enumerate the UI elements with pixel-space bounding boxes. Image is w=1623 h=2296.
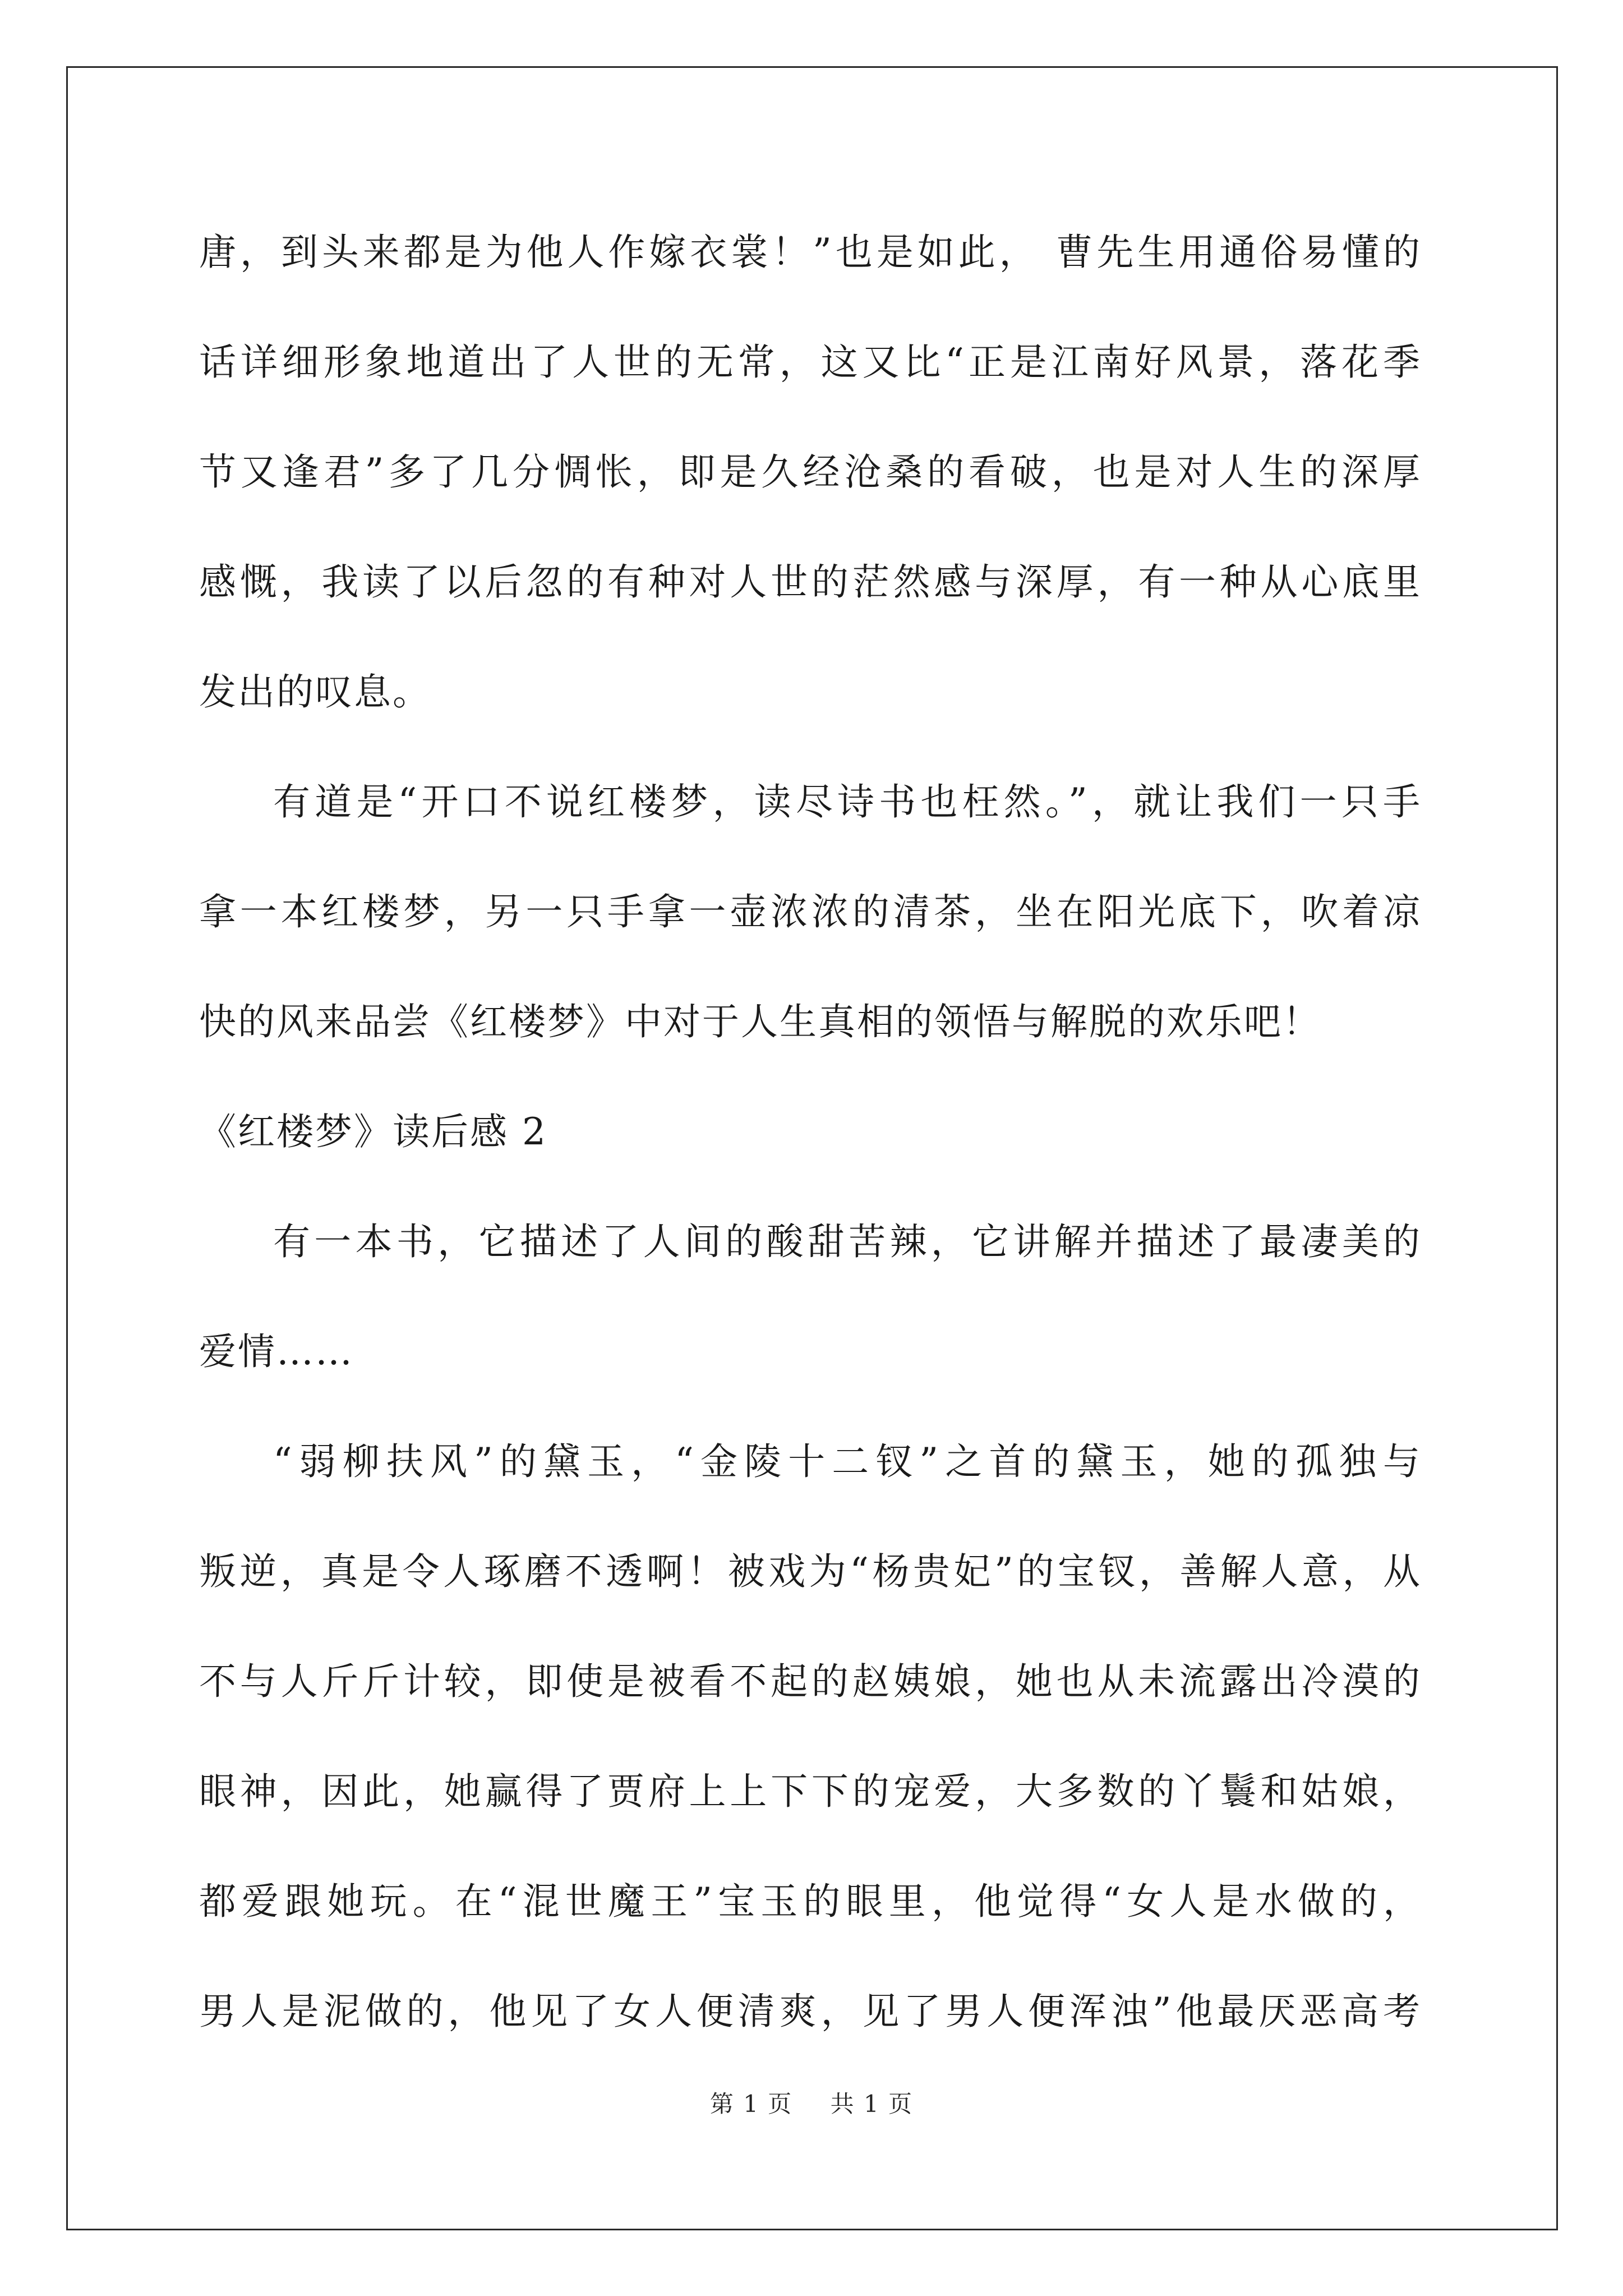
page-total: 共 1 页 xyxy=(830,2090,914,2118)
text-line: 都爱跟她玩。在“混世魔王”宝玉的眼里，他觉得“女人是水做的， xyxy=(199,1880,1422,1923)
text-line: 感慨，我读了以后忽的有种对人世的茫然感与深厚，有一种从心底里 xyxy=(199,560,1422,604)
page-number: 第 1 页 xyxy=(709,2090,793,2118)
text-line: 男人是泥做的，他见了女人便清爽，见了男人便浑浊”他最厌恶高考 xyxy=(199,1990,1422,2033)
document-body xyxy=(199,208,1422,2077)
text-line: 有一本书，它描述了人间的酸甜苦辣，它讲解并描述了最凄美的 xyxy=(273,1220,1422,1263)
text-line: 眼神，因此，她赢得了贾府上上下下的宠爱，大多数的丫鬟和姑娘， xyxy=(199,1770,1422,1813)
text-line: 话详细形象地道出了人世的无常，这又比“正是江南好风景，落花季 xyxy=(199,341,1422,384)
text-line: 有道是“开口不说红楼梦，读尽诗书也枉然。”，就让我们一只手 xyxy=(273,780,1422,823)
text-line: 叛逆，真是令人琢磨不透啊！被戏为“杨贵妃”的宝钗，善解人意，从 xyxy=(199,1550,1422,1593)
text-line: 快的风来品尝《红楼梦》中对于人生真相的领悟与解脱的欢乐吧！ xyxy=(199,1000,1321,1043)
text-line: 爱情…… xyxy=(199,1330,354,1373)
text-line: “弱柳扶风”的黛玉，“金陵十二钗”之首的黛玉，她的孤独与 xyxy=(273,1440,1422,1483)
text-line: 不与人斤斤计较，即使是被看不起的赵姨娘，她也从未流露出冷漠的 xyxy=(199,1660,1422,1703)
text-line: 《红楼梦》读后感 2 xyxy=(199,1110,547,1153)
text-line: 节又逢君”多了几分惆怅，即是久经沧桑的看破，也是对人生的深厚 xyxy=(199,450,1422,494)
text-line: 发出的叹息。 xyxy=(199,670,431,714)
text-line: 拿一本红楼梦，另一只手拿一壶浓浓的清茶，坐在阳光底下，吹着凉 xyxy=(199,890,1422,933)
page-footer xyxy=(0,2086,1623,2119)
text-line: 唐，到头来都是为他人作嫁衣裳！”也是如此， 曹先生用通俗易懂的 xyxy=(199,231,1422,274)
